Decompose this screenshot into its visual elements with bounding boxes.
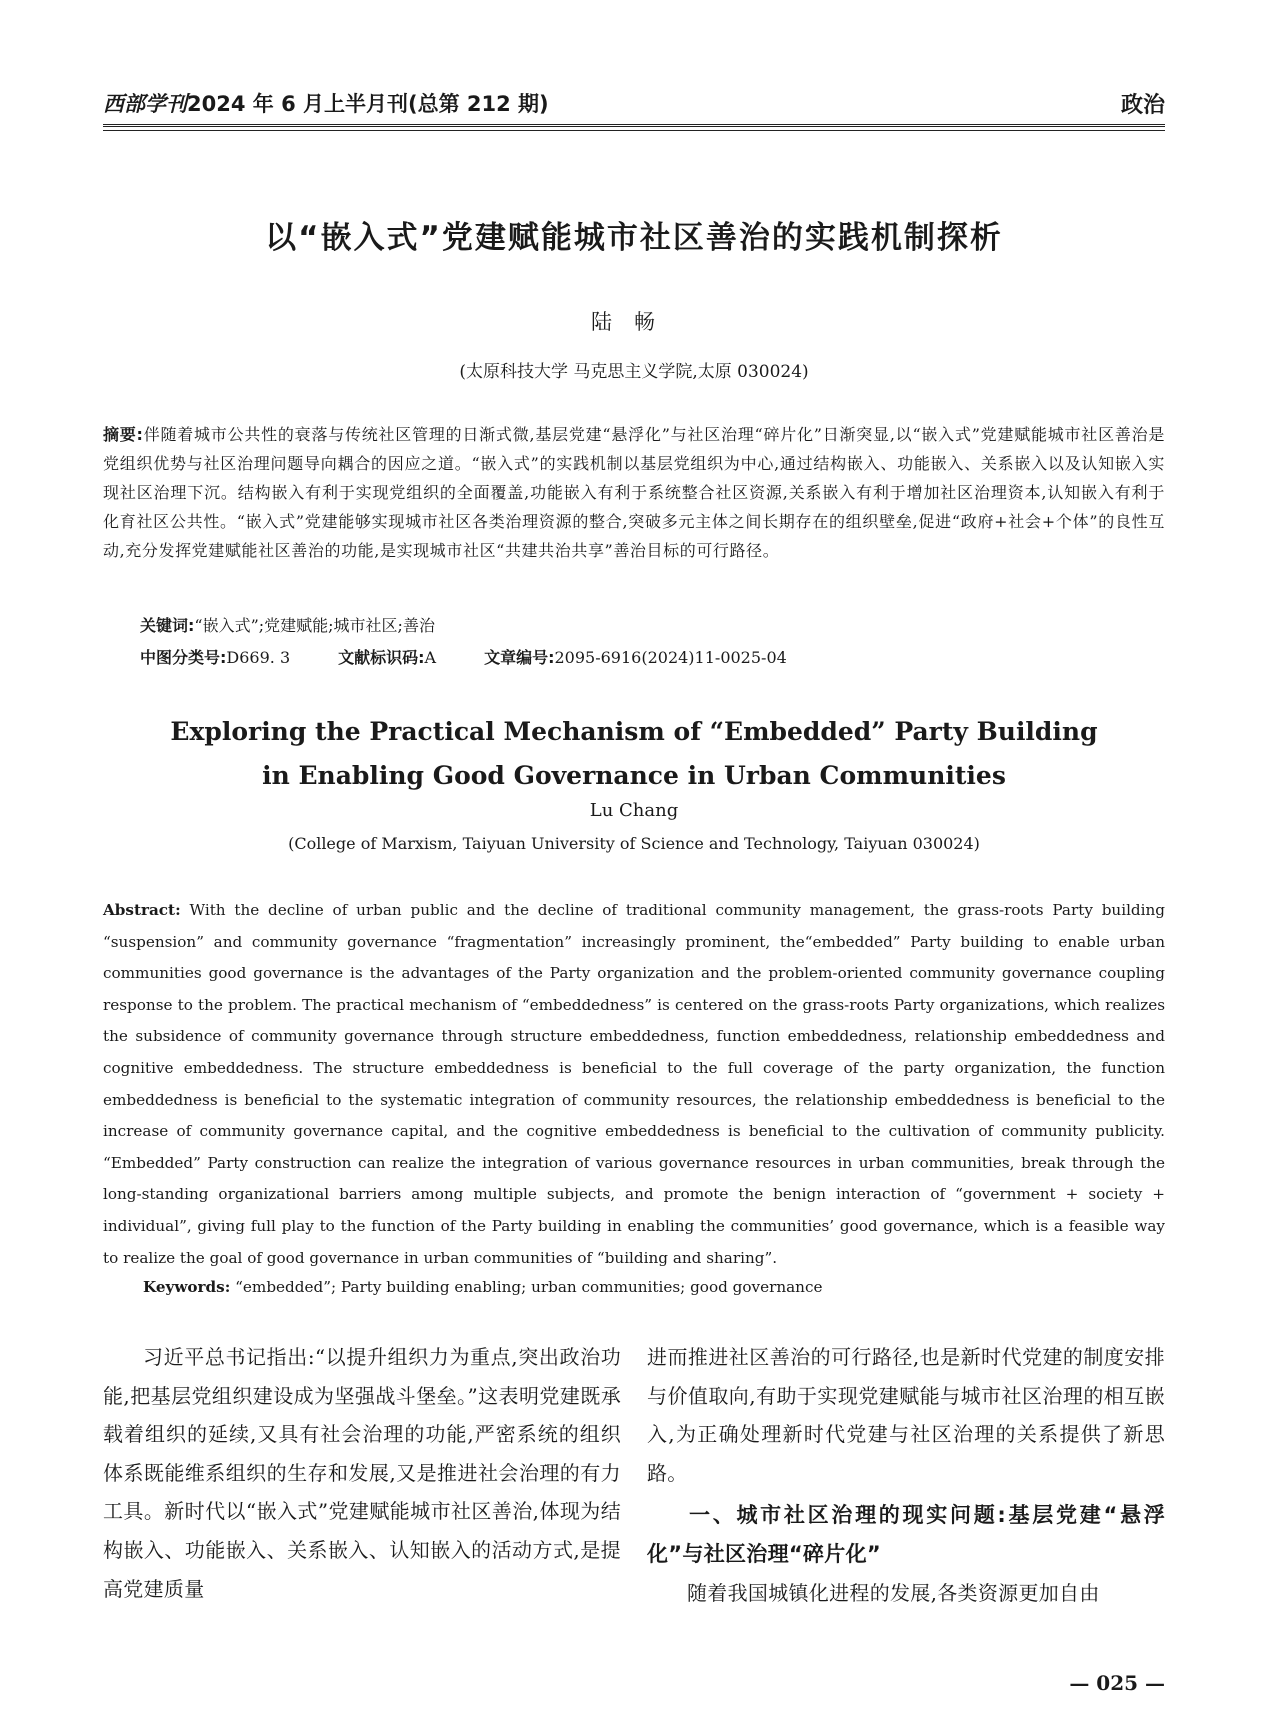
- author-cn: 陆畅: [591, 310, 677, 334]
- section-heading: 一、城市社区治理的现实问题:基层党建“悬浮化”与社区治理“碎片化”: [647, 1503, 1165, 1566]
- classification-line: [140, 645, 787, 668]
- title-cn: 以“嵌入式”党建赋能城市社区善治的实践机制探析: [265, 220, 1003, 256]
- header-journal-issue: [103, 88, 549, 118]
- article-no-label: 文章编号:: [484, 648, 555, 667]
- keywords-cn: [140, 613, 435, 636]
- title-en-line2: in Enabling Good Governance in Urban Communities: [262, 761, 1006, 790]
- keywords-en: [143, 1278, 822, 1296]
- clc-value: D669. 3: [226, 648, 291, 667]
- abstract-cn-label: 摘要:: [103, 425, 144, 444]
- doc-code-value: A: [424, 648, 437, 667]
- author-en: Lu Chang: [589, 800, 679, 821]
- page-number: — 025 —: [1069, 1671, 1165, 1695]
- title-en-line1: Exploring the Practical Mechanism of “Embedded” Party Building: [170, 717, 1098, 746]
- body-left-column: [103, 1338, 621, 1608]
- body-paragraph: 随着我国城镇化进程的发展,各类资源更加自由: [687, 1580, 1100, 1605]
- abstract-en: [103, 895, 1165, 1274]
- article-no-value: 2095-6916(2024)11-0025-04: [554, 648, 787, 667]
- title-en: [103, 710, 1165, 798]
- header-section: 政治: [1120, 93, 1165, 118]
- body-right-column: [647, 1338, 1165, 1612]
- body-paragraph: 进而推进社区善治的可行路径,也是新时代党建的制度安排与价值取向,有助于实现党建赋能与城市社区治理的相互嵌入,为正确处理新时代党建与社区治理的关系提供了新思路。: [647, 1345, 1165, 1485]
- abstract-en-text: With the decline of urban public and the decline of traditional community management, the grass-roots Party building “suspension” and community governance “fragmentation” increasingly prominent, the“embedded” Party building to enable urban communities good governance is the advantages of the Party organization and the problem-oriented community governance coupling response to the problem. The practical mechanism of “embeddedness” is centered on the grass-roots Party organizations, which realizes the subsidence of community governance through structure embeddedness, function embeddedness, relationship embeddedness and cognitive embeddedness. The structure embeddedness is beneficial to the full coverage of the party organization, the function embeddedness is beneficial to the systematic integration of community resources, the relationship embeddedness is beneficial to the increase of community governance capital, and the cognitive embeddedness is beneficial to the cultivation of community publicity. “Embedded” Party construction can realize the integration of various governance resources in urban communities, break through the long-standing organizational barriers among multiple subjects, and promote the benign interaction of “government + society + individual”, giving full play to the function of the Party building in enabling the communities’ good governance, which is a feasible way to realize the goal of good governance in urban communities of “building and sharing”.: [103, 901, 1166, 1267]
- issue-text: 2024 年 6 月上半月刊(总第 212 期): [187, 92, 549, 116]
- header-rule: [103, 124, 1165, 131]
- journal-logo: 西部学刊: [103, 91, 187, 116]
- keywords-en-text: “embedded”; Party building enabling; urban communities; good governance: [235, 1278, 823, 1296]
- affiliation-cn: (太原科技大学 马克思主义学院,太原 030024): [459, 362, 809, 382]
- doc-code-label: 文献标识码:: [338, 648, 425, 667]
- running-header: [103, 88, 1165, 122]
- keywords-en-label: Keywords:: [143, 1278, 231, 1296]
- body-paragraph: 习近平总书记指出:“以提升组织力为重点,突出政治功能,把基层党组织建设成为坚强战斗堡垒。”这表明党建既承载着组织的延续,又具有社会治理的功能,严密系统的组织体系既能维系组织的生存和发展,又是推进社会治理的有力工具。新时代以“嵌入式”党建赋能城市社区善治,体现为结构嵌入、功能嵌入、关系嵌入、认知嵌入的活动方式,是提高党建质量: [103, 1345, 621, 1601]
- abstract-cn-text: 伴随着城市公共性的衰落与传统社区管理的日渐式微,基层党建“悬浮化”与社区治理“碎片化”日渐突显,以“嵌入式”党建赋能城市社区善治是党组织优势与社区治理问题导向耦合的因应之道。“嵌入式”的实践机制以基层党组织为中心,通过结构嵌入、功能嵌入、关系嵌入以及认知嵌入实现社区治理下沉。结构嵌入有利于实现党组织的全面覆盖,功能嵌入有利于系统整合社区资源,关系嵌入有利于增加社区治理资本,认知嵌入有利于化育社区公共性。“嵌入式”党建能够实现城市社区各类治理资源的整合,突破多元主体之间长期存在的组织壁垒,促进“政府+社会+个体”的良性互动,充分发挥党建赋能社区善治的功能,是实现城市社区“共建共治共享”善治目标的可行路径。: [103, 425, 1165, 560]
- abstract-cn: [103, 420, 1165, 565]
- abstract-en-label: Abstract:: [103, 901, 181, 919]
- clc-label: 中图分类号:: [140, 648, 227, 667]
- keywords-cn-text: “嵌入式”;党建赋能;城市社区;善治: [194, 616, 435, 635]
- keywords-cn-label: 关键词:: [140, 616, 195, 635]
- affiliation-en: (College of Marxism, Taiyuan University of Science and Technology, Taiyuan 030024): [288, 834, 980, 853]
